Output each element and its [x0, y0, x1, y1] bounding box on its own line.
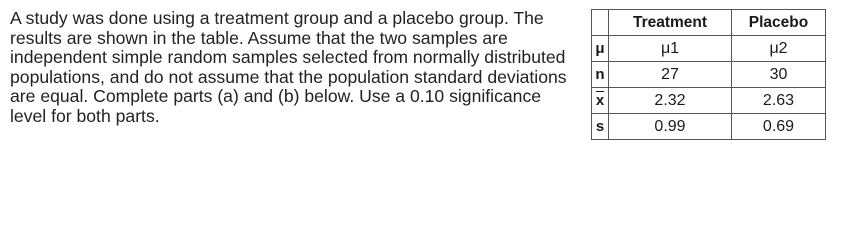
table-row-std-dev	[592, 114, 826, 140]
table-corner-cell	[592, 10, 609, 36]
row-label-mean: μ	[592, 36, 609, 62]
row-label-sample-size: n	[592, 62, 609, 88]
cell-treatment-mean: μ1	[609, 36, 732, 62]
row-label-std-dev: s	[592, 114, 609, 140]
table-header-row	[592, 10, 826, 36]
table-row-mean	[592, 36, 826, 62]
row-label-sample-mean: $\overline{x}$	[592, 88, 609, 114]
cell-placebo-sample-mean: 2.63	[732, 88, 826, 114]
header-treatment: Treatment	[609, 10, 732, 36]
cell-treatment-sample-size: 27	[609, 62, 732, 88]
problem-statement: A study was done using a treatment group and a placebo group. The results are shown in the table. Assume that the two samples are independent simple random samples selected from normally distributed populations, and do not assume that the population standard deviations are equal. Complete parts (a) and (b) below. Use a 0.10 significance level for both parts.	[10, 8, 567, 126]
cell-treatment-std-dev: 0.99	[609, 114, 732, 140]
cell-placebo-mean: μ2	[732, 36, 826, 62]
sample-statistics-table	[591, 9, 826, 140]
table-row-sample-size	[592, 62, 826, 88]
cell-placebo-std-dev: 0.69	[732, 114, 826, 140]
table-row-sample-mean	[592, 88, 826, 114]
cell-treatment-sample-mean: 2.32	[609, 88, 732, 114]
header-placebo: Placebo	[732, 10, 826, 36]
cell-placebo-sample-size: 30	[732, 62, 826, 88]
